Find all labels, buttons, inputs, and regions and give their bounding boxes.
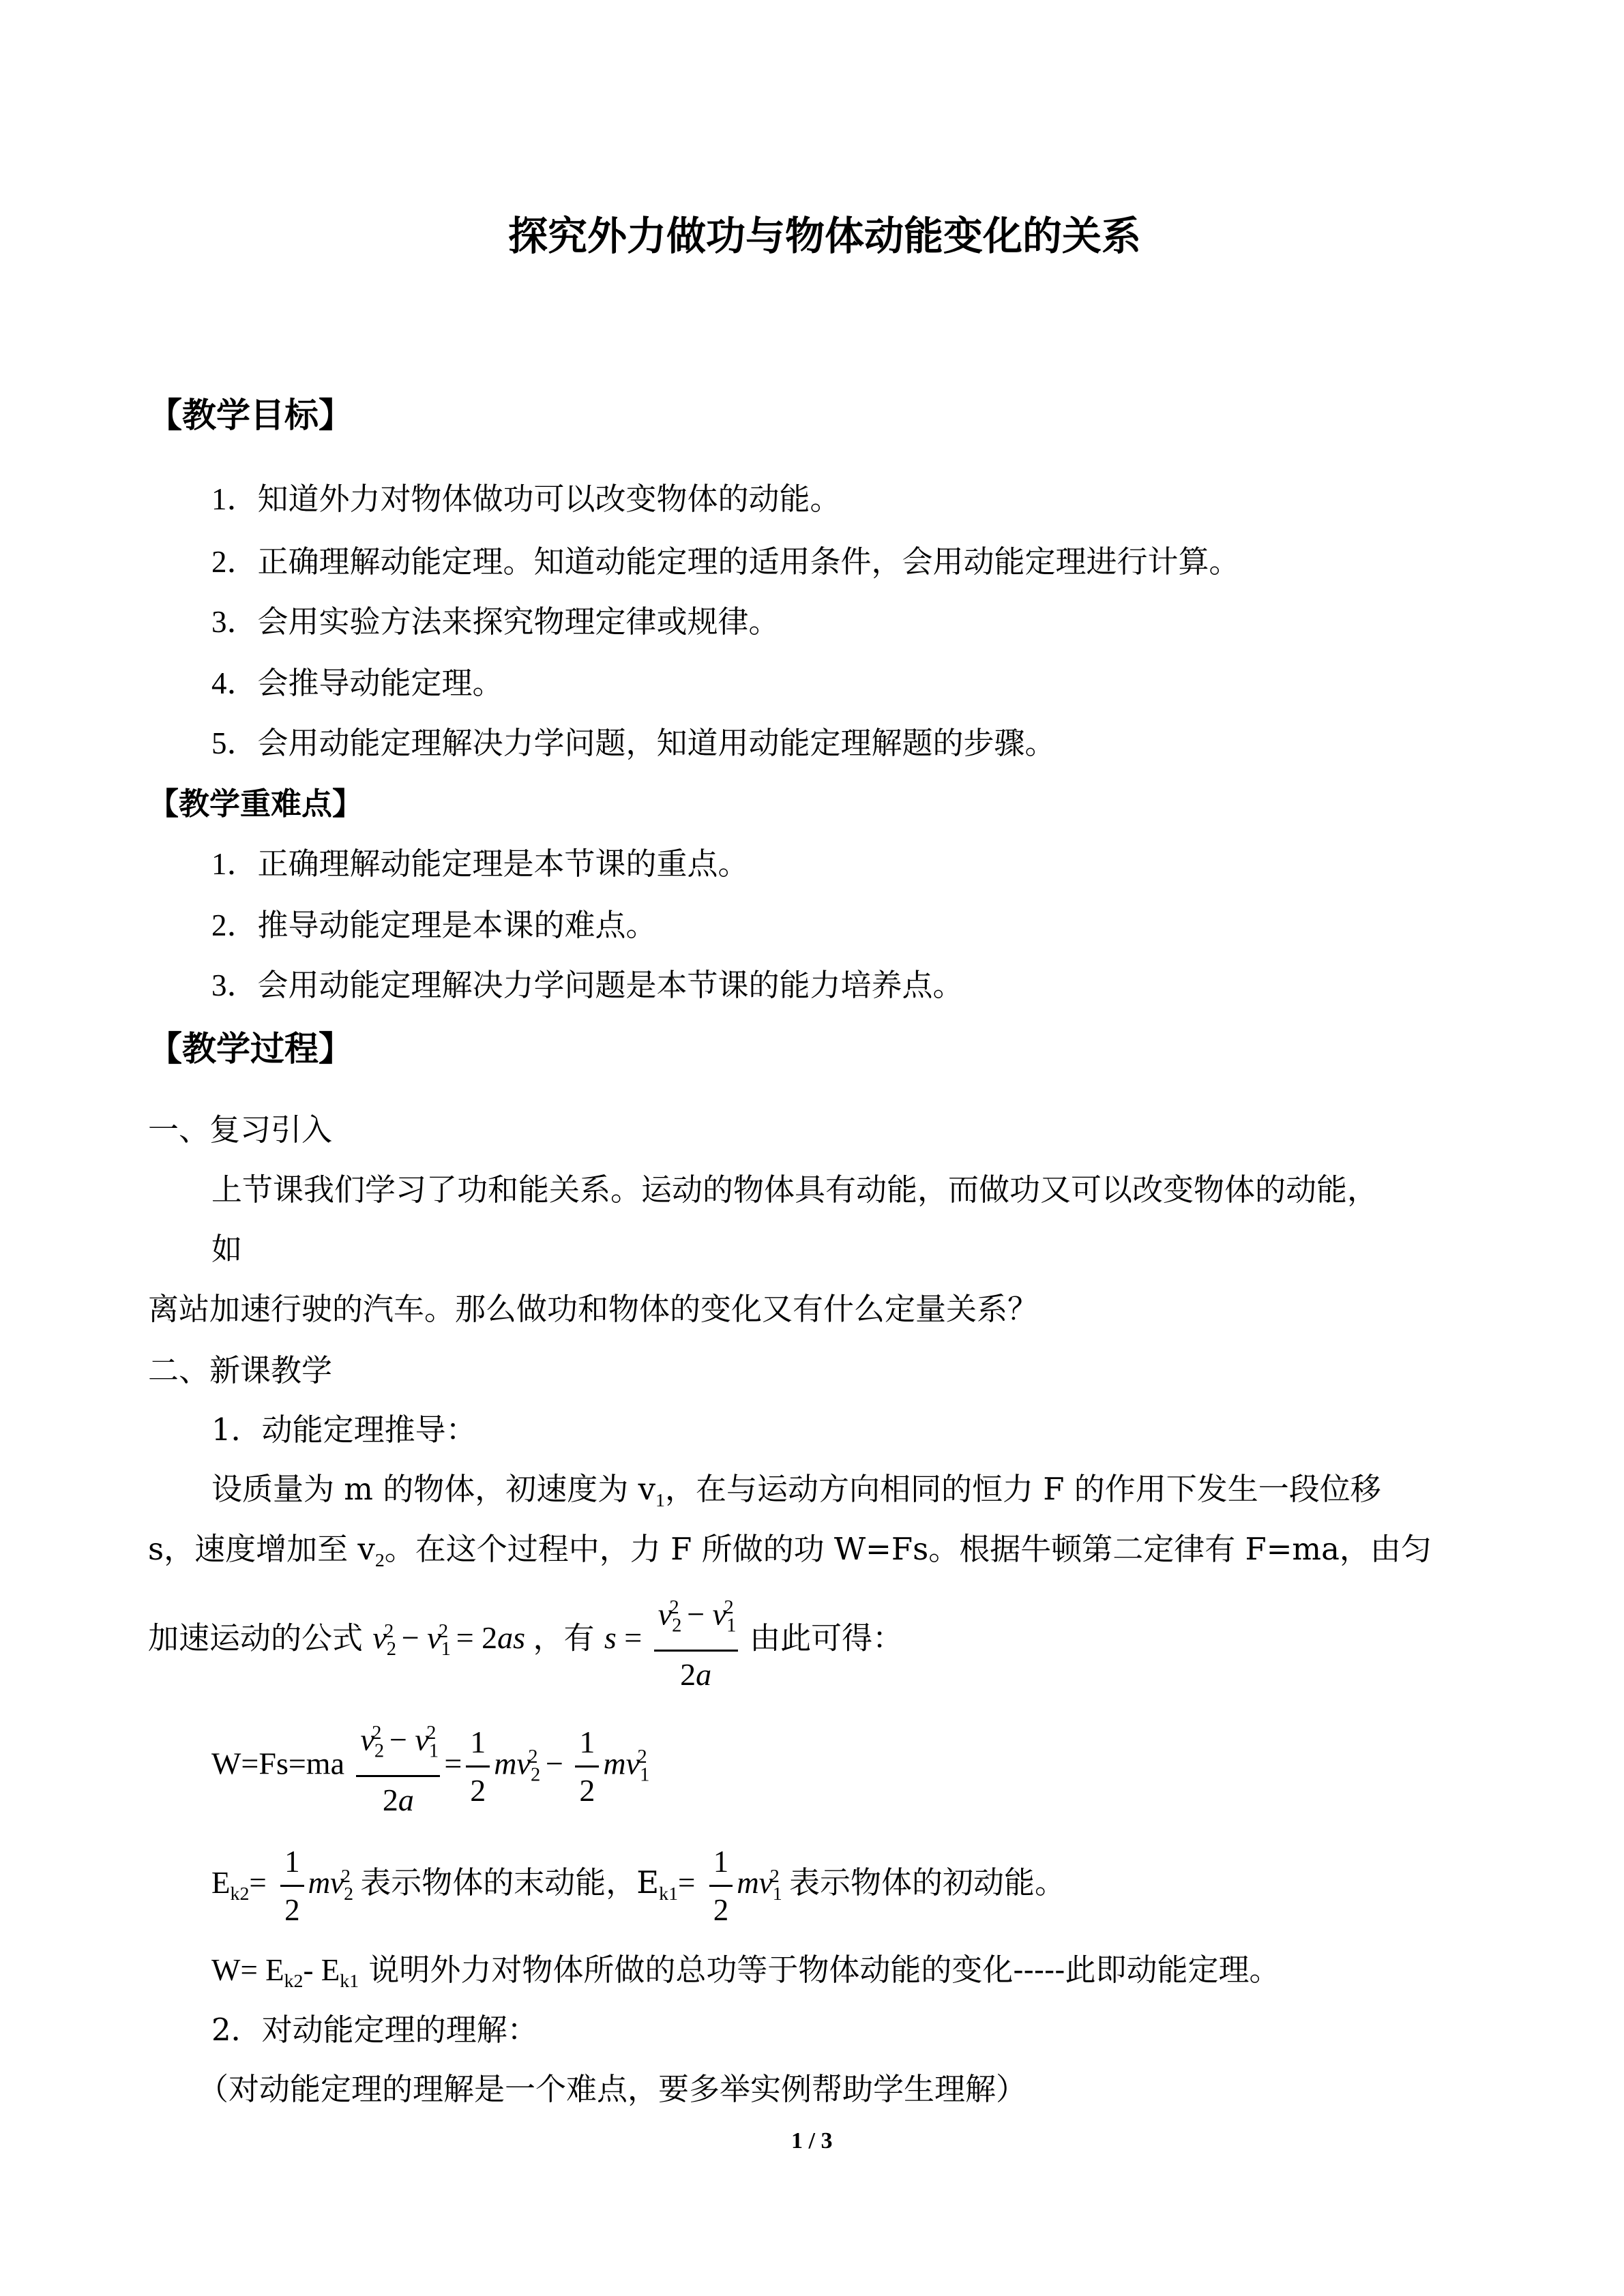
kinetic-energy-definitions: $E_{k2}=$ $\frac{1}{2}$ $mv_2^2$ 表示物体的末动能，$E_{k1}=$ $\frac{1}{2}$ $mv_1^2$ 表示物体的初动能。 xyxy=(211,1841,1065,1930)
difficulty-item-1: 1．正确理解动能定理是本节课的重点。 xyxy=(211,846,749,882)
derivation-line-3: 加速运动的公式 $v_2^2 - v_1^2 = 2as$ ，有 s = $\frac{v_2^2 - v_1^2}{2a}$ 由此可得： xyxy=(148,1587,903,1695)
work-energy-derivation: W=Fs=ma $\frac{v_2^2 - v_1^2}{2a}$ = $\frac{1}{2}$ $mv_2^2$ − $\frac{1}{2}$ $mv_1^2$ xyxy=(211,1713,647,1821)
difficulty-item-3: 3．会用动能定理解决力学问题是本节课的能力培养点。 xyxy=(211,967,964,1003)
review-paragraph-line-2: 如 xyxy=(211,1231,243,1267)
page-number: 1 / 3 xyxy=(791,2128,833,2153)
review-paragraph-line-3: 离站加速行驶的汽车。那么做功和物体的变化又有什么定量关系？ xyxy=(148,1291,1039,1327)
subheading-derivation: 1．动能定理推导： xyxy=(211,1412,477,1448)
page-title: 探究外力做功与物体动能变化的关系 xyxy=(508,213,1142,259)
displacement-formula: s = $\frac{v_2^2 - v_1^2}{2a}$ xyxy=(604,1620,750,1655)
goal-item-3: 3．会用实验方法来探究物理定律或规律。 xyxy=(211,603,780,640)
part-heading-review: 一、复习引入 xyxy=(148,1112,333,1148)
review-paragraph-line-1: 上节课我们学习了功和能关系。运动的物体具有动能，而做功又可以改变物体的动能， xyxy=(211,1172,1378,1208)
subheading-understanding: 2．对动能定理的理解： xyxy=(211,2012,538,2048)
derivation-line-1: 设质量为 m 的物体，初速度为 $v_1$，在与运动方向相同的恒力 F 的作用下发生一段位移 xyxy=(211,1471,1381,1511)
goal-item-5: 5．会用动能定理解决力学问题，知道用动能定理解题的步骤。 xyxy=(211,725,1056,761)
kinematics-formula: $v_2^2 - v_1^2 = 2as$ xyxy=(372,1620,526,1660)
work-energy-theorem: $W= E_{k2}-$ $E_{k1}$ 说明外力对物体所做的总功等于物体动能的变化-----此即动能定理。 xyxy=(211,1952,1280,1992)
teaching-note: （对动能定理的理解是一个难点，要多举实例帮助学生理解） xyxy=(198,2071,1027,2107)
section-heading-process: 【教学过程】 xyxy=(148,1029,353,1069)
section-heading-goals: 【教学目标】 xyxy=(148,396,353,435)
derivation-line-2: s，速度增加至 $v_2$。在这个过程中，力 F 所做的功 W=Fs。根据牛顿第二定律有 F=ma，由匀 xyxy=(148,1531,1432,1571)
part-heading-new-lesson: 二、新课教学 xyxy=(148,1352,333,1388)
section-heading-difficulties: 【教学重难点】 xyxy=(148,786,364,822)
goal-item-4: 4．会推导动能定理。 xyxy=(211,665,503,701)
difficulty-item-2: 2．推导动能定理是本课的难点。 xyxy=(211,907,657,943)
goal-item-2: 2．正确理解动能定理。知道动能定理的适用条件，会用动能定理进行计算。 xyxy=(211,543,1240,580)
goal-item-1: 1．知道外力对物体做功可以改变物体的动能。 xyxy=(211,481,841,517)
